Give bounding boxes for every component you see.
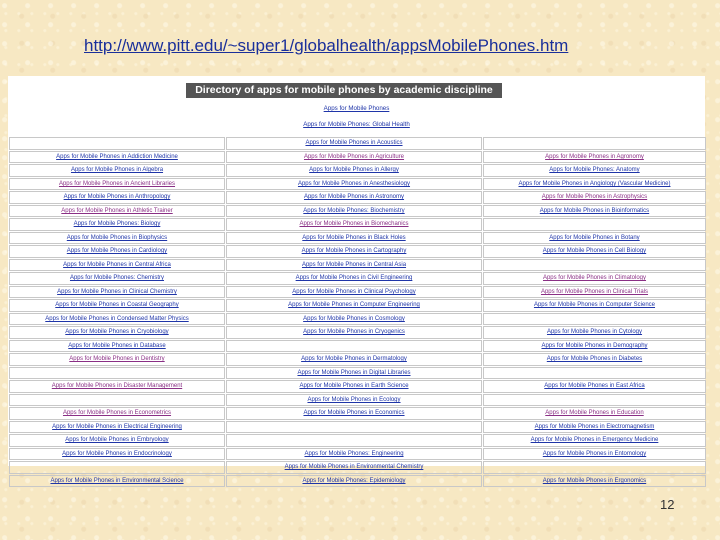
table-row xyxy=(9,340,706,353)
discipline-link[interactable]: Apps for Mobile Phones in Education xyxy=(483,407,706,420)
discipline-link[interactable]: Apps for Mobile Phones in Cell Biology xyxy=(483,245,706,258)
discipline-link[interactable]: Apps for Mobile Phones in Cryobiology xyxy=(9,326,225,339)
link-apps-for-mobile-phones[interactable]: Apps for Mobile Phones xyxy=(323,105,390,112)
discipline-link[interactable]: Apps for Mobile Phones in Bioinformatics xyxy=(483,205,706,218)
discipline-link[interactable]: Apps for Mobile Phones in Astrophysics xyxy=(483,191,706,204)
table-row xyxy=(9,205,706,218)
empty-cell xyxy=(483,367,706,380)
table-row xyxy=(9,137,706,150)
table-row xyxy=(9,164,706,177)
discipline-link[interactable]: Apps for Mobile Phones in Algebra xyxy=(9,164,225,177)
discipline-link[interactable]: Apps for Mobile Phones: Chemistry xyxy=(9,272,225,285)
discipline-link[interactable]: Apps for Mobile Phones in Computer Science xyxy=(483,299,706,312)
empty-cell xyxy=(226,434,482,447)
discipline-link[interactable]: Apps for Mobile Phones in Electrical Engineering xyxy=(9,421,225,434)
discipline-link[interactable]: Apps for Mobile Phones: Biochemistry xyxy=(226,205,482,218)
table-row xyxy=(9,461,706,474)
discipline-link[interactable]: Apps for Mobile Phones in Dermatology xyxy=(226,353,482,366)
empty-cell xyxy=(226,421,482,434)
table-row xyxy=(9,245,706,258)
discipline-link[interactable]: Apps for Mobile Phones in Allergy xyxy=(226,164,482,177)
table-row xyxy=(9,475,706,488)
webpage-screenshot xyxy=(8,76,705,484)
discipline-link[interactable]: Apps for Mobile Phones in Cardiology xyxy=(9,245,225,258)
table-row xyxy=(9,191,706,204)
discipline-link[interactable]: Apps for Mobile Phones in Anthropology xyxy=(9,191,225,204)
empty-cell xyxy=(9,137,225,150)
discipline-link[interactable]: Apps for Mobile Phones in Cytology xyxy=(483,326,706,339)
discipline-link[interactable]: Apps for Mobile Phones in Climatology xyxy=(483,272,706,285)
table-row xyxy=(9,232,706,245)
discipline-directory-table xyxy=(8,136,707,488)
discipline-link[interactable]: Apps for Mobile Phones: Anatomy xyxy=(483,164,706,177)
discipline-link[interactable]: Apps for Mobile Phones in Dentistry xyxy=(9,353,225,366)
discipline-link[interactable]: Apps for Mobile Phones in Condensed Matter Physics xyxy=(9,313,225,326)
table-row xyxy=(9,259,706,272)
discipline-link[interactable]: Apps for Mobile Phones in Agriculture xyxy=(226,151,482,164)
empty-cell xyxy=(483,313,706,326)
discipline-link[interactable]: Apps for Mobile Phones in Agronomy xyxy=(483,151,706,164)
empty-cell xyxy=(483,259,706,272)
discipline-link[interactable]: Apps for Mobile Phones in Botany xyxy=(483,232,706,245)
discipline-link[interactable]: Apps for Mobile Phones in Anesthesiology xyxy=(226,178,482,191)
table-row xyxy=(9,326,706,339)
table-row xyxy=(9,407,706,420)
discipline-link[interactable]: Apps for Mobile Phones: Epidemiology xyxy=(226,475,482,488)
discipline-link[interactable]: Apps for Mobile Phones in Biomechanics xyxy=(226,218,482,231)
discipline-link[interactable]: Apps for Mobile Phones in Acoustics xyxy=(226,137,482,150)
discipline-link[interactable]: Apps for Mobile Phones in Environmental Science xyxy=(9,475,225,488)
table-row xyxy=(9,313,706,326)
empty-cell xyxy=(483,394,706,407)
table-row xyxy=(9,448,706,461)
empty-cell xyxy=(9,461,225,474)
page-url-link[interactable]: http://www.pitt.edu/~super1/globalhealth/appsMobilePhones.htm xyxy=(84,36,569,55)
discipline-link[interactable]: Apps for Mobile Phones in Ecology xyxy=(226,394,482,407)
discipline-link[interactable]: Apps for Mobile Phones in Addiction Medicine xyxy=(9,151,225,164)
discipline-link[interactable]: Apps for Mobile Phones in East Africa xyxy=(483,380,706,393)
discipline-link[interactable]: Apps for Mobile Phones in Cosmology xyxy=(226,313,482,326)
empty-cell xyxy=(9,367,225,380)
table-row xyxy=(9,434,706,447)
empty-cell xyxy=(226,340,482,353)
table-row xyxy=(9,272,706,285)
discipline-link[interactable]: Apps for Mobile Phones in Clinical Chemistry xyxy=(9,286,225,299)
table-row xyxy=(9,421,706,434)
discipline-link[interactable]: Apps for Mobile Phones in Astronomy xyxy=(226,191,482,204)
discipline-link[interactable]: Apps for Mobile Phones in Endocrinology xyxy=(9,448,225,461)
discipline-link[interactable]: Apps for Mobile Phones in Ergonomics xyxy=(483,475,706,488)
discipline-link[interactable]: Apps for Mobile Phones in Embryology xyxy=(9,434,225,447)
discipline-link[interactable]: Apps for Mobile Phones in Cryogenics xyxy=(226,326,482,339)
discipline-link[interactable]: Apps for Mobile Phones in Central Africa xyxy=(9,259,225,272)
discipline-link[interactable]: Apps for Mobile Phones: Biology xyxy=(9,218,225,231)
table-row xyxy=(9,380,706,393)
table-row xyxy=(9,299,706,312)
discipline-link[interactable]: Apps for Mobile Phones in Ancient Libraries xyxy=(9,178,225,191)
discipline-link[interactable]: Apps for Mobile Phones in Computer Engineering xyxy=(226,299,482,312)
table-row xyxy=(9,286,706,299)
discipline-link[interactable]: Apps for Mobile Phones in Earth Science xyxy=(226,380,482,393)
discipline-link[interactable]: Apps for Mobile Phones in Digital Libraries xyxy=(226,367,482,380)
slide-page-number: 12 xyxy=(660,497,675,512)
discipline-link[interactable]: Apps for Mobile Phones in Central Asia xyxy=(226,259,482,272)
discipline-link[interactable]: Apps for Mobile Phones in Economics xyxy=(226,407,482,420)
discipline-link[interactable]: Apps for Mobile Phones in Civil Engineering xyxy=(226,272,482,285)
table-row xyxy=(9,178,706,191)
discipline-link[interactable]: Apps for Mobile Phones in Coastal Geography xyxy=(9,299,225,312)
discipline-link[interactable]: Apps for Mobile Phones in Cartography xyxy=(226,245,482,258)
discipline-link[interactable]: Apps for Mobile Phones in Angiology (Vascular Medicine) xyxy=(483,178,706,191)
discipline-link[interactable]: Apps for Mobile Phones in Clinical Psychology xyxy=(226,286,482,299)
discipline-link[interactable]: Apps for Mobile Phones in Clinical Trials xyxy=(483,286,706,299)
discipline-link[interactable]: Apps for Mobile Phones in Electromagnetism xyxy=(483,421,706,434)
table-row xyxy=(9,367,706,380)
discipline-link[interactable]: Apps for Mobile Phones in Demography xyxy=(483,340,706,353)
discipline-link[interactable]: Apps for Mobile Phones in Diabetes xyxy=(483,353,706,366)
discipline-link[interactable]: Apps for Mobile Phones in Database xyxy=(9,340,225,353)
discipline-link[interactable]: Apps for Mobile Phones in Biophysics xyxy=(9,232,225,245)
empty-cell xyxy=(9,394,225,407)
discipline-link[interactable]: Apps for Mobile Phones: Engineering xyxy=(226,448,482,461)
discipline-link[interactable]: Apps for Mobile Phones in Disaster Management xyxy=(9,380,225,393)
table-row xyxy=(9,151,706,164)
empty-cell xyxy=(483,137,706,150)
link-apps-global-health[interactable]: Apps for Mobile Phones: Global Health xyxy=(303,121,410,128)
discipline-link[interactable]: Apps for Mobile Phones in Econometrics xyxy=(9,407,225,420)
discipline-link[interactable]: Apps for Mobile Phones in Emergency Medicine xyxy=(483,434,706,447)
table-row xyxy=(9,218,706,231)
directory-header: Directory of apps for mobile phones by academic discipline xyxy=(186,83,502,98)
table-row xyxy=(9,394,706,407)
empty-cell xyxy=(483,218,706,231)
discipline-link[interactable]: Apps for Mobile Phones in Athletic Trainer xyxy=(9,205,225,218)
discipline-link[interactable]: Apps for Mobile Phones in Entomology xyxy=(483,448,706,461)
table-row xyxy=(9,353,706,366)
empty-cell xyxy=(483,461,706,474)
discipline-link[interactable]: Apps for Mobile Phones in Black Holes xyxy=(226,232,482,245)
discipline-link[interactable]: Apps for Mobile Phones in Environmental Chemistry xyxy=(226,461,482,474)
